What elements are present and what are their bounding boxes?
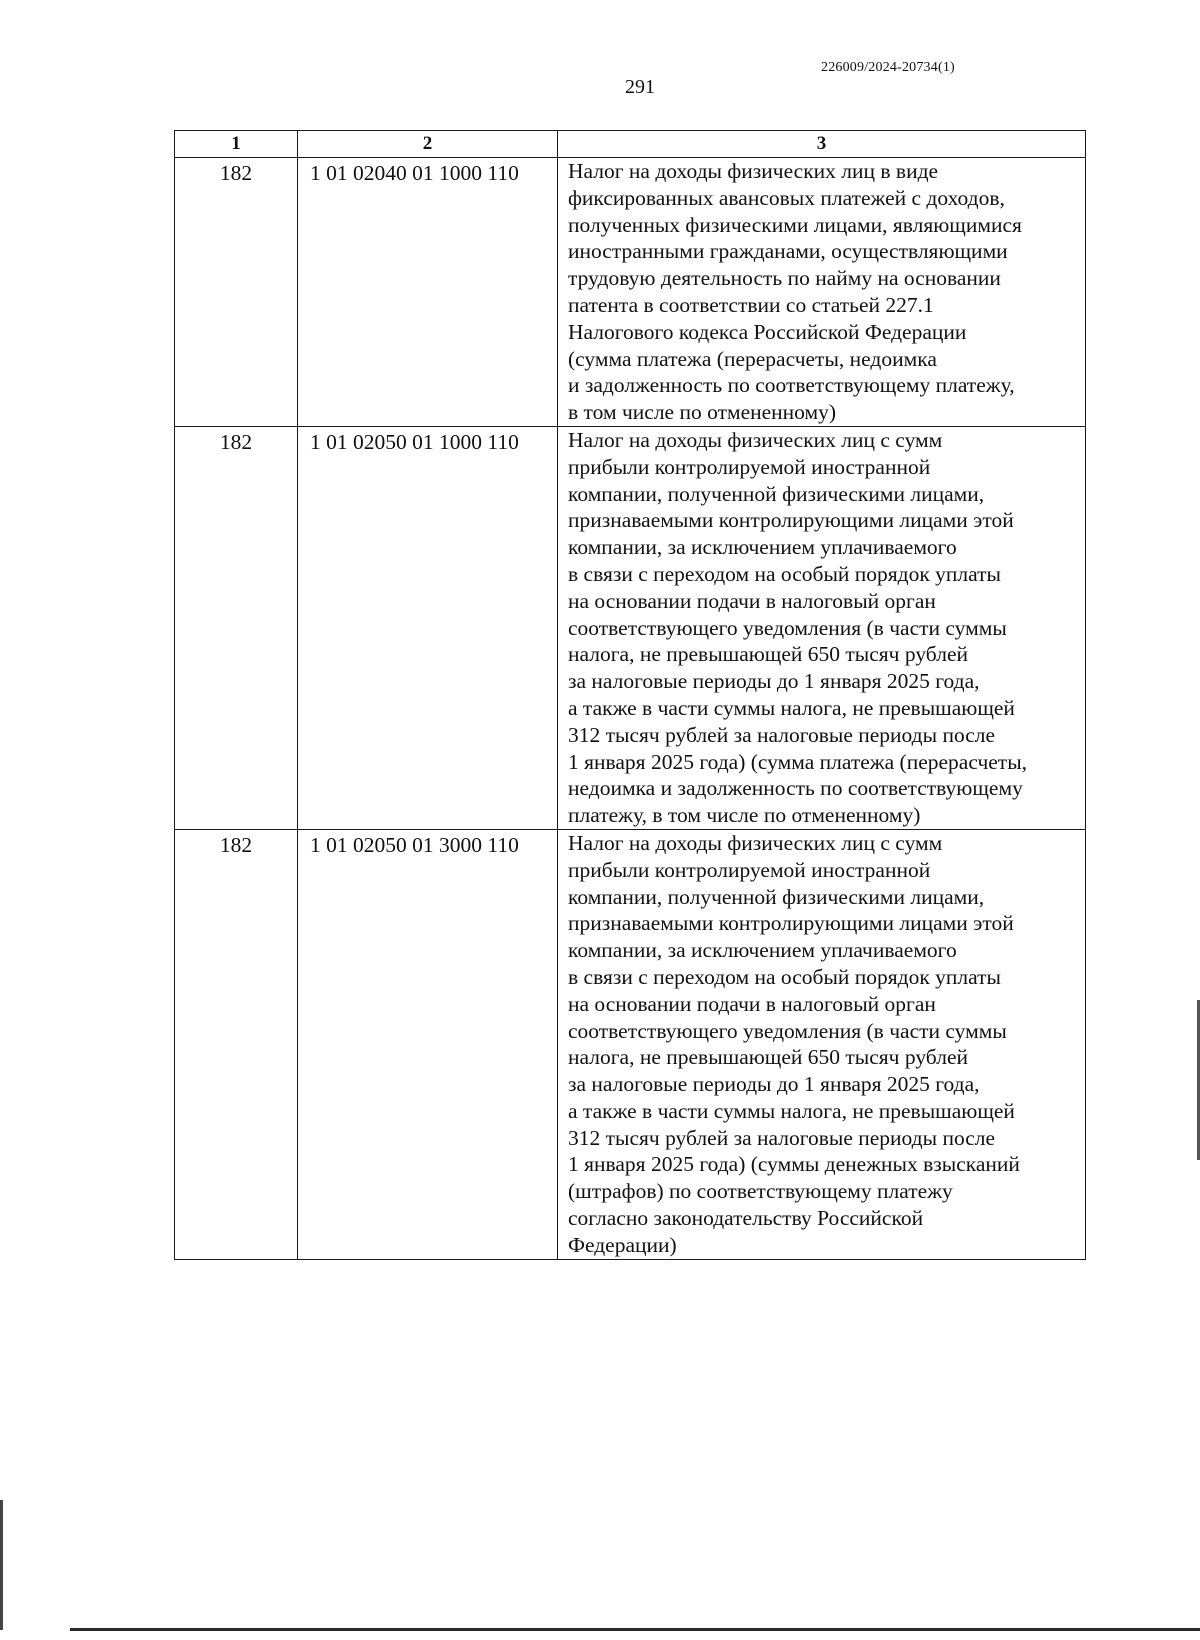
- description-line: Федерации): [568, 1232, 677, 1257]
- description-line: платежу, в том числе по отмененному): [568, 803, 921, 828]
- cell-admin-code: 182: [175, 158, 298, 427]
- description-line: прибыли контролируемой иностранной: [568, 857, 931, 882]
- cell-budget-classification-code: 1 01 02050 01 1000 110: [298, 426, 558, 829]
- description-line: компании, полученной физическими лицами,: [568, 481, 985, 506]
- description-line: недоимка и задолженность по соответствующему: [568, 776, 1023, 801]
- column-header-1: 1: [175, 131, 298, 158]
- cell-description: [558, 158, 1086, 427]
- description-line: а также в части суммы налога, не превышающей: [568, 1098, 1015, 1123]
- budget-classification-table-wrapper: [174, 130, 1085, 1260]
- table-header: [175, 131, 1086, 158]
- description-line: компании, за исключением уплачиваемого: [568, 535, 957, 560]
- page-number-text: 291: [625, 76, 655, 98]
- description-line: Налогового кодекса Российской Федерации: [568, 319, 967, 344]
- table-header-row: [175, 131, 1086, 158]
- description-line: Налог на доходы физических лиц с сумм: [568, 830, 943, 855]
- description-line: соответствующего уведомления (в части суммы: [568, 1018, 1007, 1043]
- description-line: трудовую деятельность по найму на основании: [568, 266, 1001, 291]
- cell-budget-classification-code: 1 01 02040 01 1000 110: [298, 158, 558, 427]
- description-line: Налог на доходы физических лиц в виде: [568, 159, 939, 183]
- description-line: в связи с переходом на особый порядок уплаты: [568, 561, 1001, 586]
- description-line: признаваемыми контролирующими лицами этой: [568, 508, 1014, 533]
- description-line: 312 тысяч рублей за налоговые периоды после: [568, 722, 996, 747]
- scan-left-edge-mark: [0, 1500, 3, 1630]
- description-line: за налоговые периоды до 1 января 2025 года,: [568, 669, 980, 694]
- cell-admin-code: 182: [175, 829, 298, 1259]
- description-line: признаваемыми контролирующими лицами этой: [568, 911, 1014, 936]
- description-line: фиксированных авансовых платежей с доходов,: [568, 185, 1005, 210]
- description-line: соответствующего уведомления (в части суммы: [568, 615, 1007, 640]
- cell-admin-code: 182: [175, 426, 298, 829]
- description-line: (сумма платежа (перерасчеты, недоимка: [568, 346, 937, 371]
- description-line: налога, не превышающей 650 тысяч рублей: [568, 642, 968, 667]
- description-line: полученных физическими лицами, являющимися: [568, 212, 1022, 237]
- description-line: налога, не превышающей 650 тысяч рублей: [568, 1045, 968, 1070]
- description-line: на основании подачи в налоговый орган: [568, 991, 936, 1016]
- description-line: компании, полученной физическими лицами,: [568, 884, 985, 909]
- table-row: [175, 426, 1086, 829]
- description-line: прибыли контролируемой иностранной: [568, 454, 931, 479]
- scan-bottom-edge-line: [70, 1628, 1200, 1631]
- description-line: а также в части суммы налога, не превышающей: [568, 695, 1015, 720]
- column-header-3: 3: [558, 131, 1086, 158]
- description-line: согласно законодательству Российской: [568, 1206, 924, 1231]
- description-line: за налоговые периоды до 1 января 2025 года,: [568, 1072, 980, 1097]
- description-line: компании, за исключением уплачиваемого: [568, 938, 957, 963]
- table-row: [175, 829, 1086, 1259]
- description-line: 312 тысяч рублей за налоговые периоды после: [568, 1125, 996, 1150]
- description-line: и задолженность по соответствующему платежу,: [568, 373, 1015, 398]
- cell-description: [558, 829, 1086, 1259]
- table-row: [175, 158, 1086, 427]
- document-registration-number: 226009/2024-20734(1): [821, 60, 955, 75]
- column-header-2: 2: [298, 131, 558, 158]
- page-number: [0, 76, 1200, 99]
- description-line: иностранными гражданами, осуществляющими: [568, 239, 1008, 264]
- description-line: (штрафов) по соответствующему платежу: [568, 1179, 953, 1204]
- description-line: в том числе по отмененному): [568, 400, 837, 425]
- description-line: 1 января 2025 года) (суммы денежных взысканий: [568, 1152, 1020, 1177]
- cell-description: [558, 426, 1086, 829]
- table-body: [175, 158, 1086, 1260]
- cell-budget-classification-code: 1 01 02050 01 3000 110: [298, 829, 558, 1259]
- description-line: на основании подачи в налоговый орган: [568, 588, 936, 613]
- description-line: в связи с переходом на особый порядок уплаты: [568, 964, 1001, 989]
- description-line: 1 января 2025 года) (сумма платежа (перерасчеты,: [568, 749, 1028, 774]
- budget-classification-table: [174, 130, 1086, 1260]
- description-line: патента в соответствии со статьей 227.1: [568, 292, 934, 317]
- description-line: Налог на доходы физических лиц с сумм: [568, 427, 943, 452]
